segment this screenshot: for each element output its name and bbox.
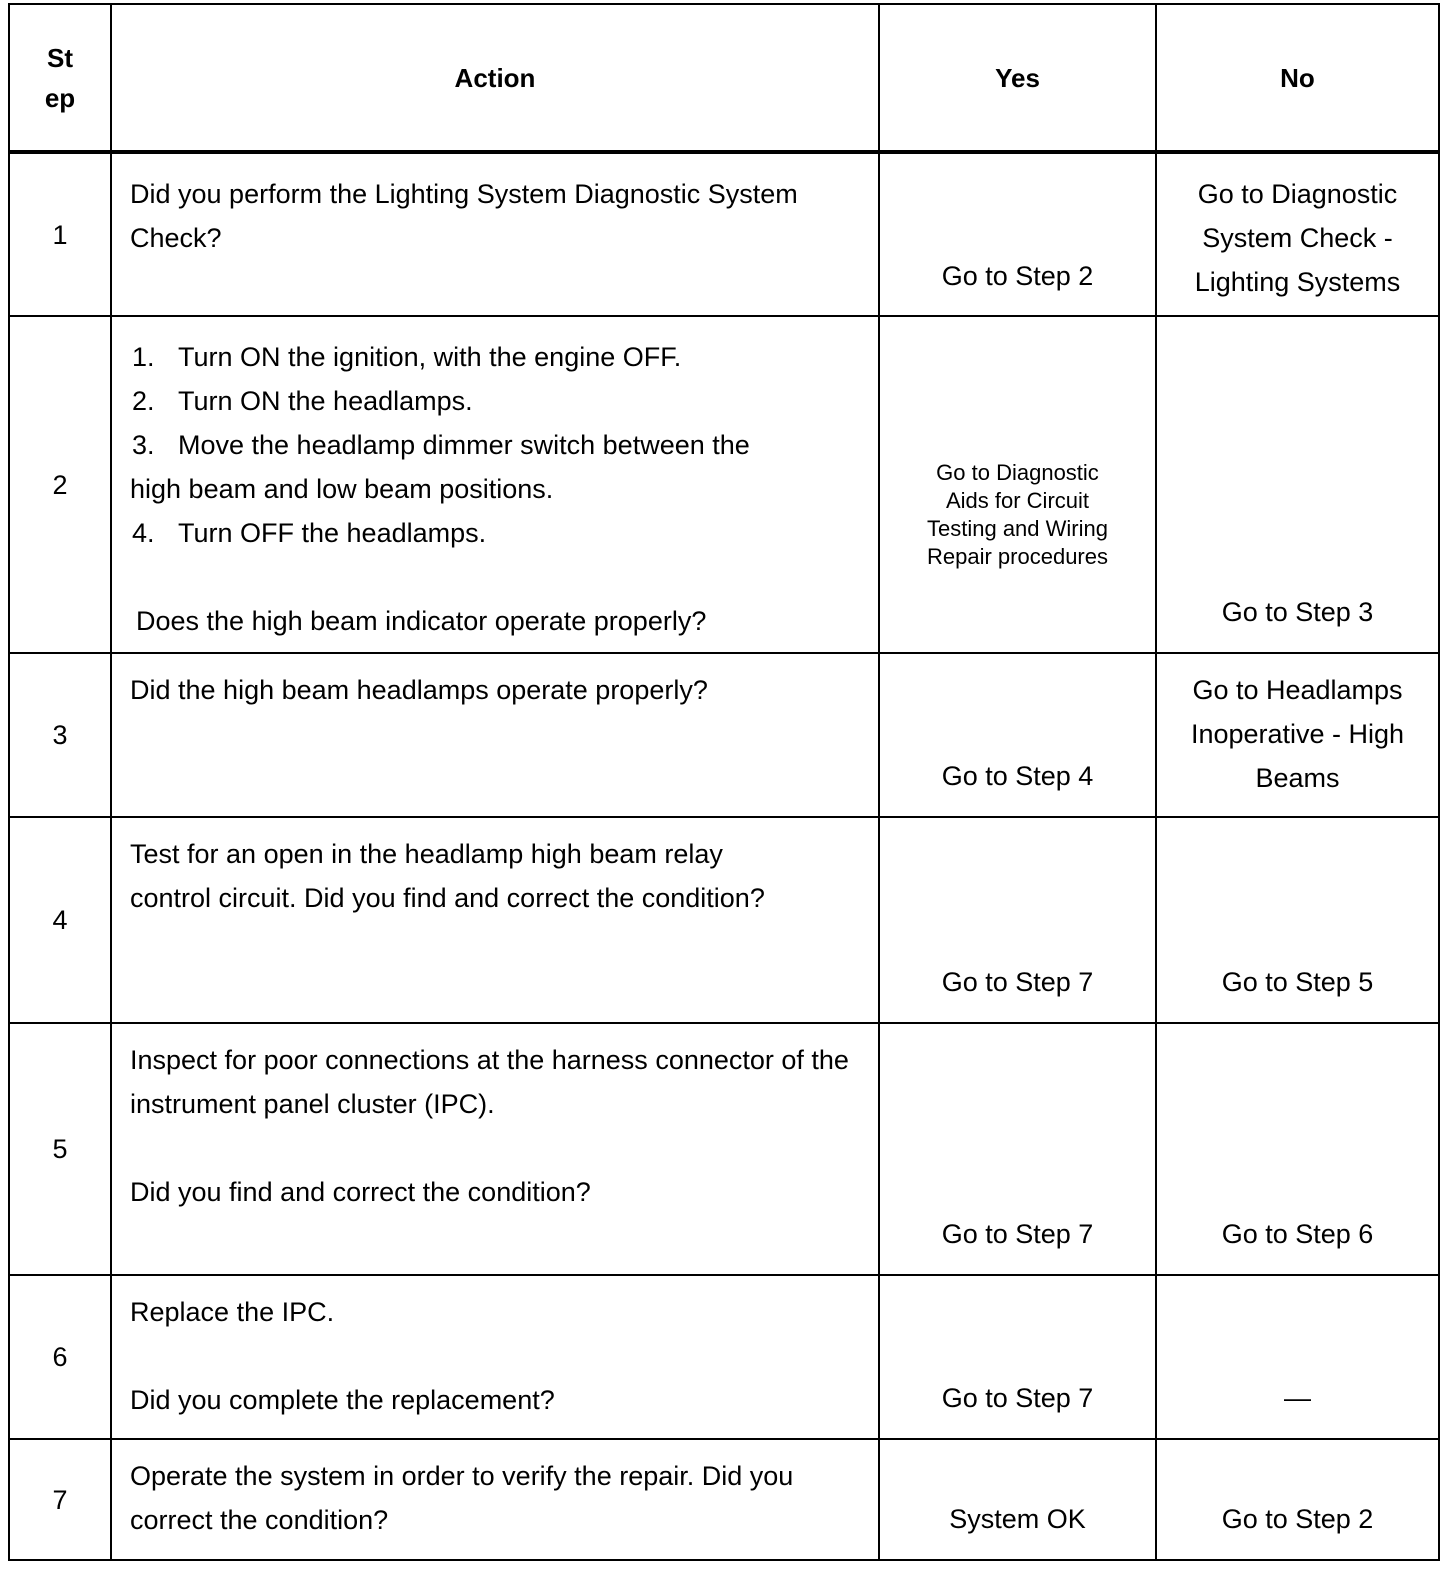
- yes-cell: [879, 817, 1156, 1023]
- no-link[interactable]: Go to Step 2: [1221, 1504, 1374, 1534]
- table-row: [9, 1023, 1439, 1275]
- yes-cell: [879, 653, 1156, 817]
- yes-cell: [879, 1023, 1156, 1275]
- yes-cell: [879, 1275, 1156, 1439]
- no-link[interactable]: Go to Step 5: [1221, 967, 1374, 997]
- action-cell: [111, 1275, 879, 1439]
- no-cell: [1156, 1275, 1439, 1439]
- table-row: [9, 1275, 1439, 1439]
- header-row: [9, 4, 1439, 152]
- header-step: St ep: [9, 4, 111, 152]
- step-number: 4: [9, 817, 111, 1023]
- action-text: Did the high beam headlamps operate properly?: [130, 675, 708, 705]
- yes-link[interactable]: Go to Step 2: [941, 261, 1094, 291]
- action-text: Inspect for poor connections at the harness connector of the instrument panel cluster (IPC).: [130, 1045, 849, 1119]
- step-number: 6: [9, 1275, 111, 1439]
- no-cell: [1156, 316, 1439, 653]
- action-text: Test for an open in the headlamp high beam relay control circuit. Did you find and correct the condition?: [130, 839, 765, 913]
- diagnostic-table: [8, 3, 1440, 1561]
- list-item: 2. Turn ON the headlamps.: [132, 386, 473, 416]
- no-cell: [1156, 1023, 1439, 1275]
- step-number: 2: [9, 316, 111, 653]
- no-cell: [1156, 152, 1439, 316]
- yes-cell: [879, 152, 1156, 316]
- list-item: 4. Turn OFF the headlamps.: [132, 518, 487, 548]
- list-item: 1. Turn ON the ignition, with the engine OFF.: [132, 342, 682, 372]
- yes-status: System OK: [949, 1504, 1086, 1534]
- no-cell: [1156, 817, 1439, 1023]
- no-link[interactable]: Go to Diagnostic System Check - Lighting Systems: [1194, 179, 1401, 297]
- header-action: Action: [111, 4, 879, 152]
- no-link[interactable]: Go to Step 6: [1221, 1219, 1374, 1249]
- table-row: [9, 152, 1439, 316]
- action-text: Operate the system in order to verify the repair. Did you correct the condition?: [130, 1461, 794, 1535]
- action-cell: [111, 152, 879, 316]
- header-yes: Yes: [879, 4, 1156, 152]
- action-cell: [111, 316, 879, 653]
- action-question: Did you complete the replacement?: [130, 1385, 555, 1415]
- table-row: [9, 316, 1439, 653]
- yes-cell: [879, 1439, 1156, 1560]
- step-number: 3: [9, 653, 111, 817]
- no-link[interactable]: Go to Step 3: [1221, 597, 1374, 627]
- table-row: [9, 1439, 1439, 1560]
- action-text: Replace the IPC.: [130, 1297, 335, 1327]
- no-cell: [1156, 653, 1439, 817]
- yes-link[interactable]: Go to Step 7: [941, 967, 1094, 997]
- action-cell: [111, 1439, 879, 1560]
- yes-link[interactable]: Go to Step 7: [941, 1383, 1094, 1413]
- step-number: 5: [9, 1023, 111, 1275]
- action-cell: [111, 1023, 879, 1275]
- action-question: Did you find and correct the condition?: [130, 1177, 591, 1207]
- no-cell: [1156, 1439, 1439, 1560]
- action-cell: [111, 653, 879, 817]
- action-cell: [111, 817, 879, 1023]
- step-number: 7: [9, 1439, 111, 1560]
- yes-link[interactable]: Go to Step 4: [941, 761, 1094, 791]
- action-question: Does the high beam indicator operate properly?: [136, 606, 707, 636]
- no-dash: —: [1284, 1383, 1311, 1413]
- step-number: 1: [9, 152, 111, 316]
- table-row: [9, 653, 1439, 817]
- table-row: [9, 817, 1439, 1023]
- yes-link[interactable]: Go to Step 7: [941, 1219, 1094, 1249]
- yes-link[interactable]: Go to Diagnostic Aids for Circuit Testing and Wiring Repair procedures: [927, 460, 1108, 569]
- action-text: Did you perform the Lighting System Diagnostic System Check?: [130, 179, 798, 253]
- header-no: No: [1156, 4, 1439, 152]
- yes-cell: [879, 316, 1156, 653]
- no-link[interactable]: Go to Headlamps Inoperative - High Beams: [1190, 675, 1405, 793]
- list-item: 3. Move the headlamp dimmer switch between the high beam and low beam positions.: [130, 430, 750, 504]
